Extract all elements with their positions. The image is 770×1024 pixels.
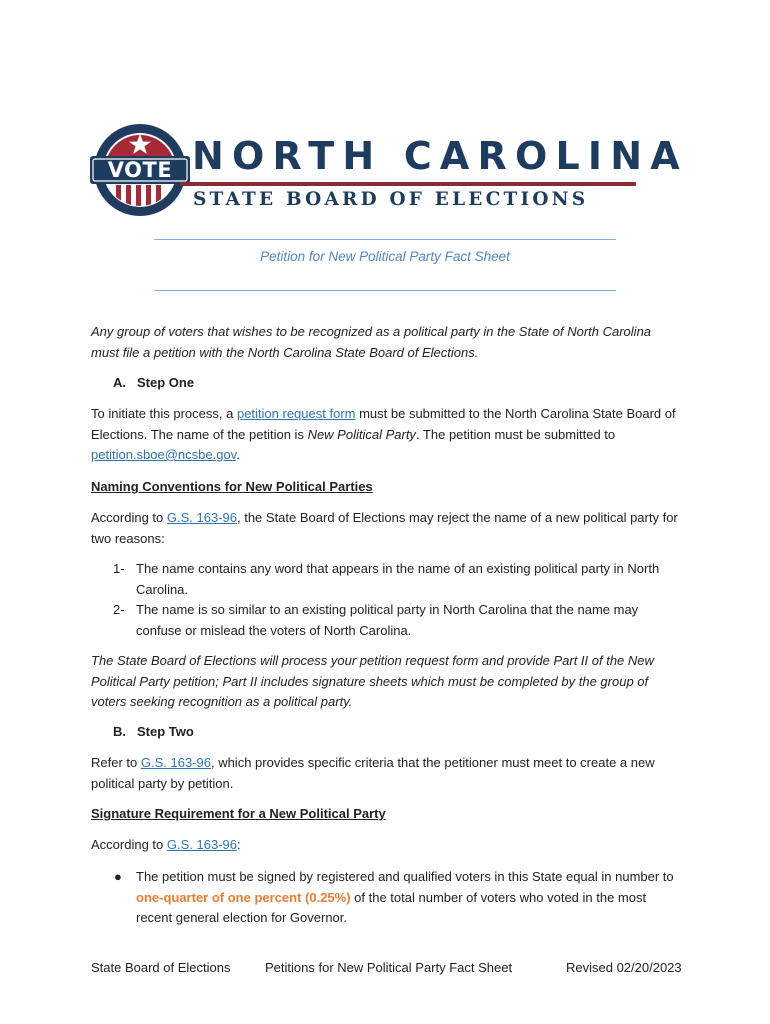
text-run: .	[236, 447, 240, 462]
step-two-title: Step Two	[137, 724, 194, 739]
ncsbe-logo	[88, 118, 688, 222]
petition-email-link[interactable]: petition.sboe@ncsbe.gov	[91, 447, 237, 462]
text-run: , the State Board of Elections may reject the name of a new political party for two reasons:	[91, 510, 678, 546]
signature-paragraph	[91, 835, 679, 856]
text-run: According to	[91, 510, 167, 525]
text-run: of the total number of voters who voted in the most recent general election for Governor.	[136, 889, 647, 925]
petition-name: New Political Party	[307, 426, 416, 442]
step-two-paragraph	[91, 753, 679, 794]
text-run: The petition must be signed by registered and qualified voters in this State equal in number to	[136, 869, 674, 884]
intro-paragraph: Any group of voters that wishes to be recognized as a political party in the State of North Carolina must file a petition with the North Carolina State Board of Elections.	[91, 324, 652, 360]
logo-subtitle: STATE BOARD OF ELECTIONS	[193, 189, 589, 210]
signature-requirement-heading: Signature Requirement for a New Political Party	[91, 806, 386, 821]
list-item	[113, 559, 683, 600]
petition-request-form-link[interactable]: petition request form	[236, 406, 356, 421]
gs-163-96-link[interactable]: G.S. 163-96	[166, 510, 237, 525]
vote-seal-text: VOTE	[107, 158, 173, 182]
text-run: According to	[91, 837, 167, 852]
text-run: Refer to	[91, 755, 141, 770]
text-run: To initiate this process, a	[91, 406, 237, 421]
naming-paragraph	[91, 508, 679, 549]
list-item	[113, 600, 683, 641]
list-item-text: The name contains any word that appears in the name of an existing political party in North Carolina.	[136, 561, 660, 597]
step-one-marker: A.	[113, 375, 126, 390]
footer-center: Petitions for New Political Party Fact Sheet	[265, 960, 513, 975]
step-two-heading	[113, 722, 194, 742]
text-run: , which provides specific criteria that the petitioner must meet to create a new political party by petition.	[91, 755, 655, 791]
step-one-paragraph	[91, 404, 679, 466]
list-marker: 1-	[113, 561, 125, 576]
step-one-title: Step One	[137, 375, 195, 390]
gs-163-96-link[interactable]: G.S. 163-96	[166, 837, 237, 852]
list-item-text: The name is so similar to an existing political party in North Carolina that the name may confuse or mislead the voters of North Carolina.	[136, 602, 639, 638]
text-run: . The petition must be submitted to	[415, 426, 616, 442]
process-note: The State Board of Elections will process your petition request form and provide Part II of the New Political Party petition; Part II includes signature sheets which must be completed by the group of voters seeking recognition as a political party.	[91, 653, 654, 709]
text-run: must be submitted to the North Carolina State Board of Elections. The name of the petition is	[91, 406, 676, 442]
heading-top-rule	[154, 239, 616, 240]
step-two-marker: B.	[113, 724, 126, 739]
list-marker: 2-	[113, 602, 125, 617]
footer-left: State Board of Elections	[91, 960, 231, 975]
page-title: Petition for New Political Party Fact Sheet	[260, 249, 510, 264]
list-item-text	[136, 867, 674, 929]
bullet-icon: ●	[114, 869, 122, 884]
heading-bottom-rule	[154, 290, 616, 291]
logo-title: NORTH CAROLINA	[192, 134, 688, 178]
list-item	[114, 867, 674, 929]
footer-right: Revised 02/20/2023	[566, 960, 682, 975]
naming-conventions-heading: Naming Conventions for New Political Parties	[91, 479, 373, 494]
text-run: :	[236, 837, 241, 852]
gs-163-96-link[interactable]: G.S. 163-96	[140, 755, 211, 770]
signature-threshold: one-quarter of one percent (0.25%)	[136, 889, 351, 905]
step-one-heading	[113, 373, 194, 393]
logo-rule	[180, 182, 636, 186]
